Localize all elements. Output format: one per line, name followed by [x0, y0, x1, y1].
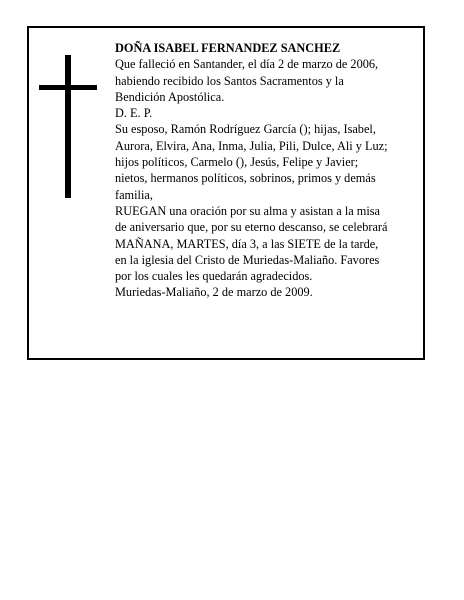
- cross-vertical-bar: [65, 55, 71, 198]
- cross-icon: [39, 55, 97, 198]
- notice-line: nietos, hermanos políticos, sobrinos, primos y demás: [115, 171, 376, 186]
- cross-horizontal-bar: [39, 85, 97, 90]
- notice-line: habiendo recibido los Santos Sacramentos y la: [115, 73, 344, 88]
- notice-line: MAÑANA, MARTES, día 3, a las SIETE de la tarde,: [115, 236, 379, 251]
- notice-line: Su esposo, Ramón Rodríguez García (); hijas, Isabel,: [115, 122, 376, 137]
- deceased-name: DOÑA ISABEL FERNANDEZ SANCHEZ: [115, 41, 341, 55]
- notice-line: Bendición Apostólica.: [115, 89, 225, 104]
- obituary-notice: [27, 26, 425, 360]
- notice-line: de aniversario que, por su eterno descanso, se celebrará: [115, 220, 388, 235]
- notice-line: familia,: [115, 187, 153, 202]
- notice-line: D. E. P.: [115, 106, 153, 121]
- notice-line: Muriedas-Maliaño, 2 de marzo de 2009.: [115, 285, 313, 300]
- notice-line: en la iglesia del Cristo de Muriedas-Maliaño. Favores: [115, 252, 380, 267]
- notice-line: por los cuales les quedarán agradecidos.: [115, 269, 313, 284]
- notice-line: RUEGAN una oración por su alma y asistan a la misa: [115, 203, 381, 218]
- notice-line: Que falleció en Santander, el día 2 de marzo de 2006,: [115, 57, 379, 72]
- notice-line: hijos políticos, Carmelo (), Jesús, Felipe y Javier;: [115, 155, 359, 170]
- notice-line: Aurora, Elvira, Ana, Inma, Julia, Pili, Dulce, Ali y Luz;: [115, 138, 388, 153]
- notice-body: [115, 40, 425, 301]
